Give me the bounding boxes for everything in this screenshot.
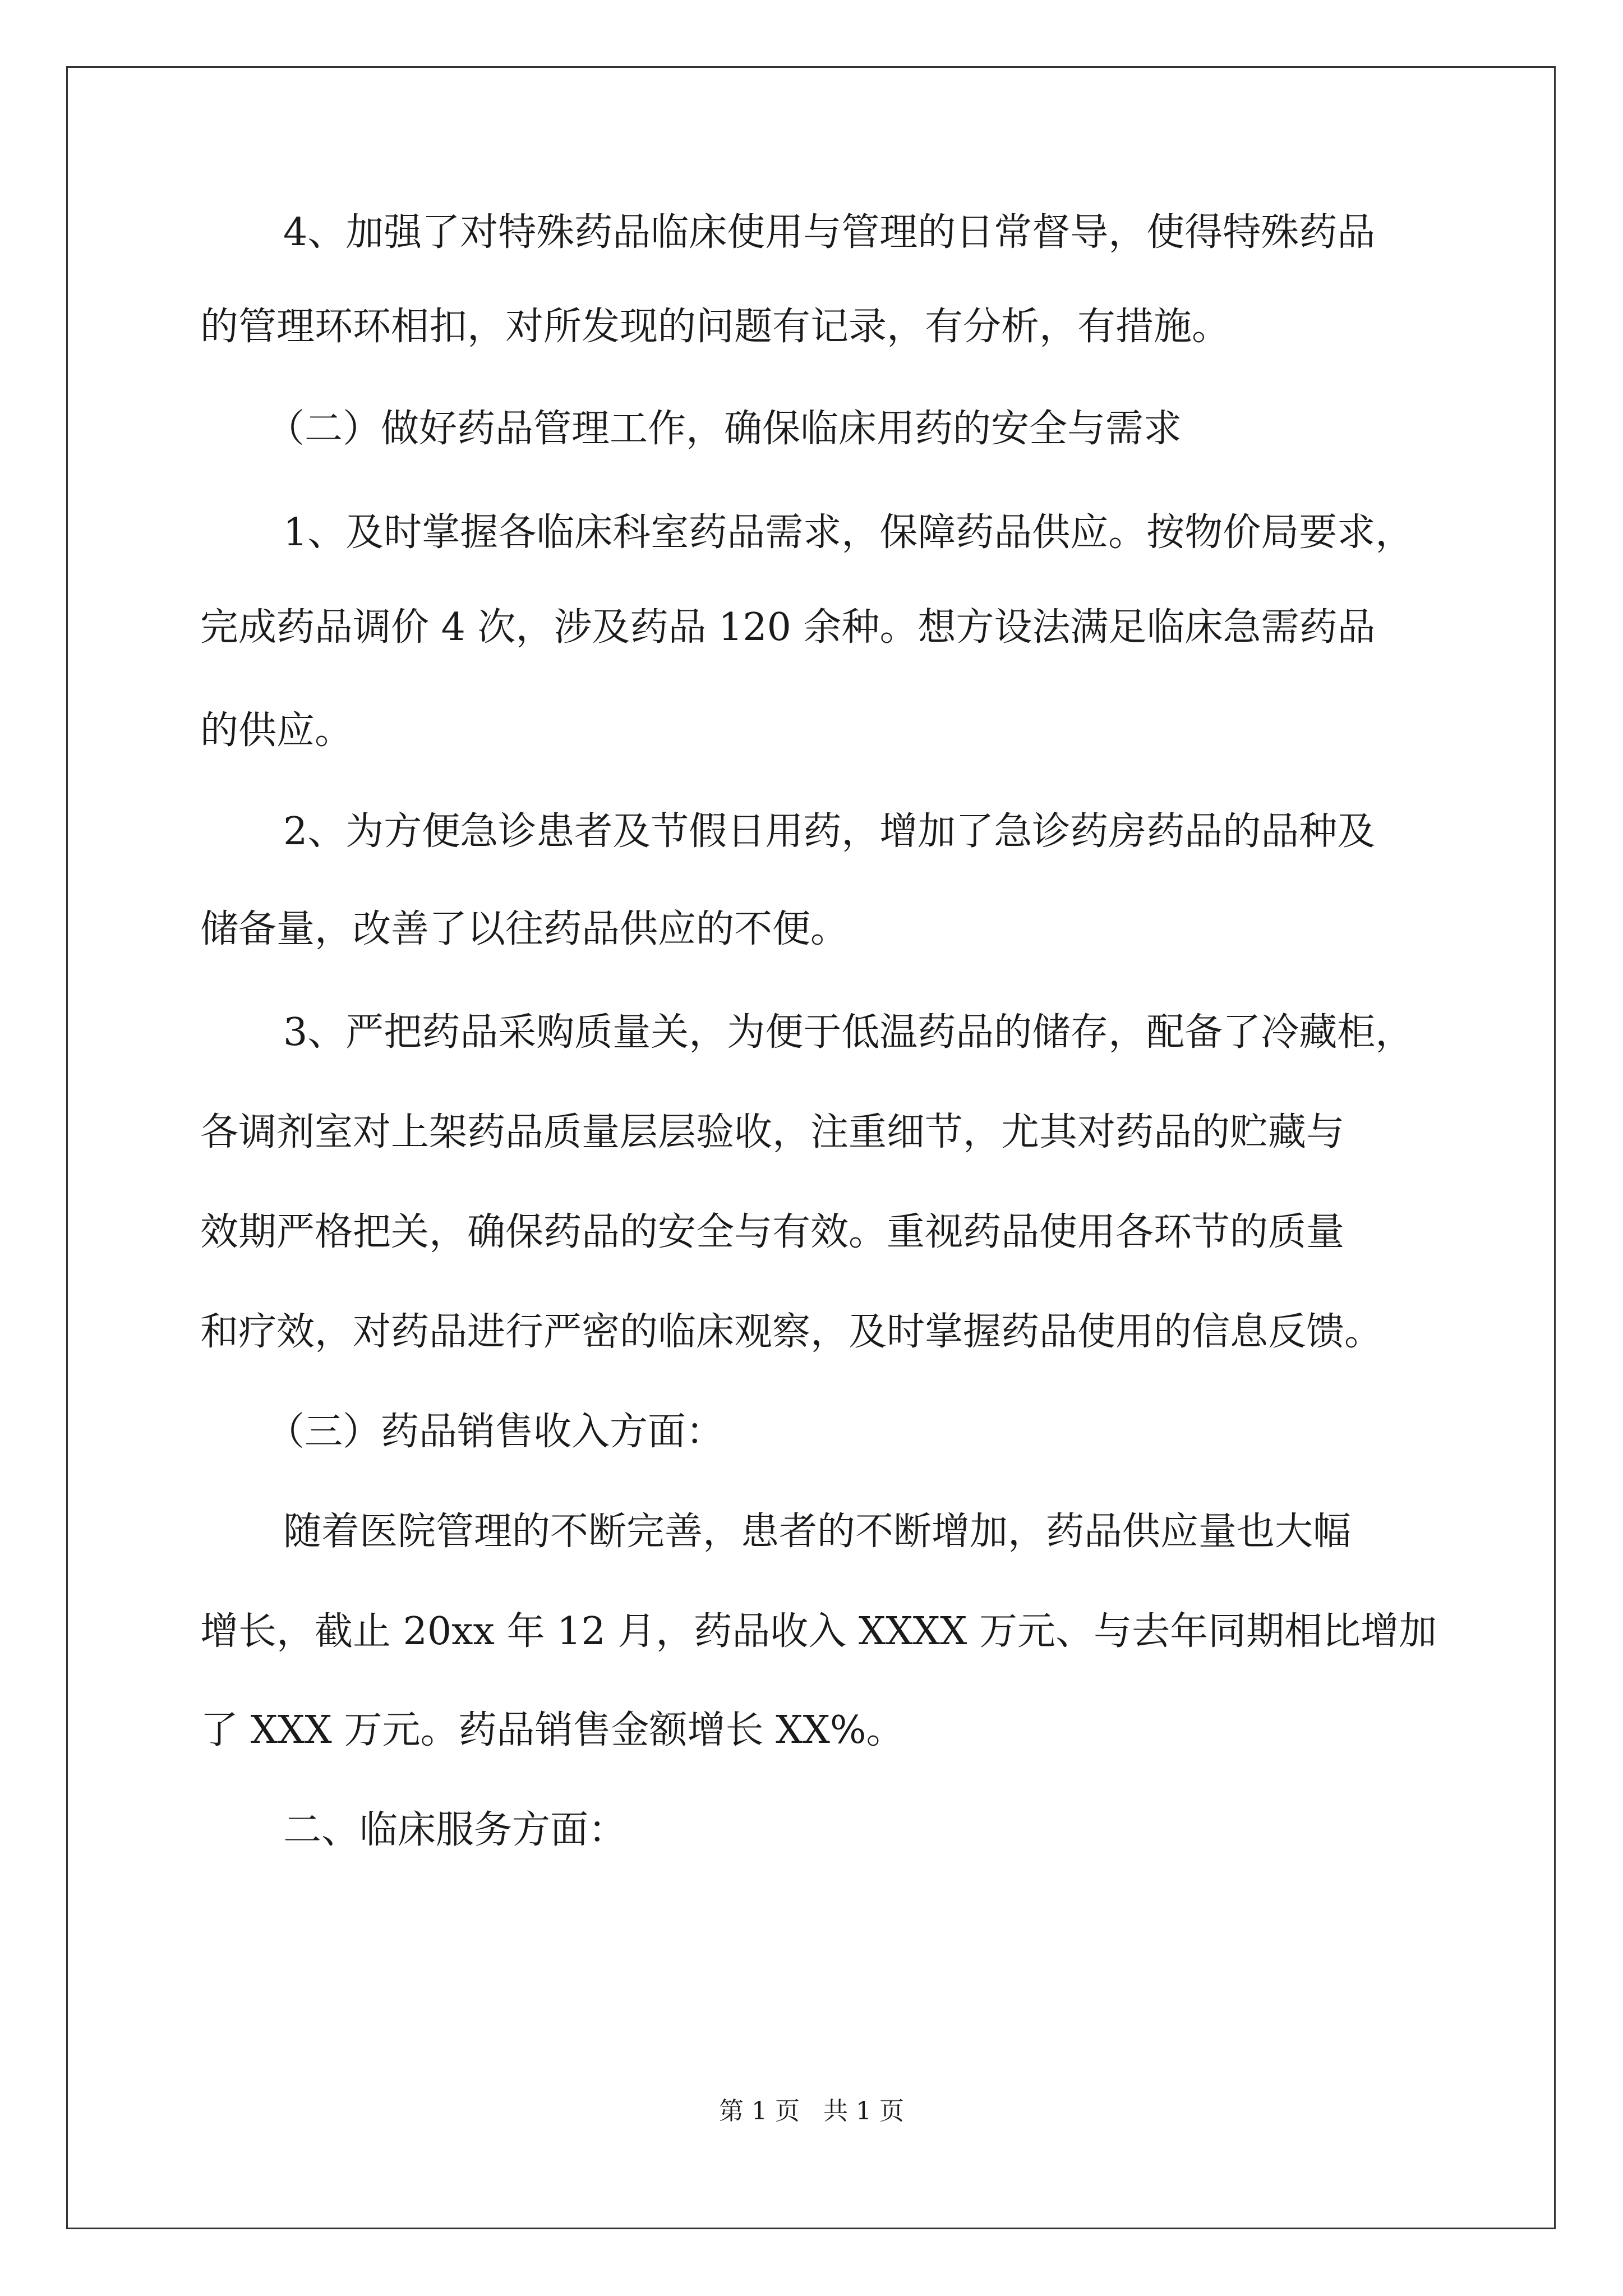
paragraph-line: 储备量，改善了以往药品供应的不便。 — [200, 907, 849, 951]
paragraph-line: 随着医院管理的不断完善，患者的不断增加，药品供应量也大幅 — [283, 1510, 1352, 1554]
paragraph-line: 和疗效，对药品进行严密的临床观察，及时掌握药品使用的信息反馈。 — [200, 1310, 1383, 1354]
paragraph-line: 2、为方便急诊患者及节假日用药，增加了急诊药房药品的品种及 — [283, 809, 1376, 854]
paragraph-line: 完成药品调价 4 次，涉及药品 120 余种。想方设法满足临床急需药品 — [200, 605, 1376, 650]
paragraph-line: 的供应。 — [200, 708, 353, 753]
paragraph-line: 4、加强了对特殊药品临床使用与管理的日常督导，使得特殊药品 — [283, 210, 1376, 255]
paragraph-line: 增长，截止 20xx 年 12 月，药品收入 XXXX 万元、与去年同期相比增加 — [200, 1609, 1437, 1654]
paragraph-line: 的管理环环相扣，对所发现的问题有记录，有分析，有措施。 — [200, 305, 1230, 349]
paragraph-line: 1、及时掌握各临床科室药品需求，保障药品供应。按物价局要求， — [283, 510, 1414, 555]
section-heading: 二、临床服务方面： — [283, 1808, 627, 1852]
paragraph-line: 各调剂室对上架药品质量层层验收，注重细节，尤其对药品的贮藏与 — [200, 1110, 1345, 1154]
paragraph-line: 3、严把药品采购质量关，为便于低温药品的储存，配备了冷藏柜， — [283, 1010, 1414, 1055]
paragraph-line: 了 XXX 万元。药品销售金额增长 XX%。 — [200, 1708, 905, 1752]
section-heading: （二）做好药品管理工作，确保临床用药的安全与需求 — [266, 407, 1182, 451]
paragraph-line: 效期严格把关，确保药品的安全与有效。重视药品使用各环节的质量 — [200, 1210, 1345, 1254]
section-heading: （三）药品销售收入方面： — [266, 1410, 725, 1454]
page-number-footer: 第 1 页 共 1 页 — [719, 2097, 904, 2125]
